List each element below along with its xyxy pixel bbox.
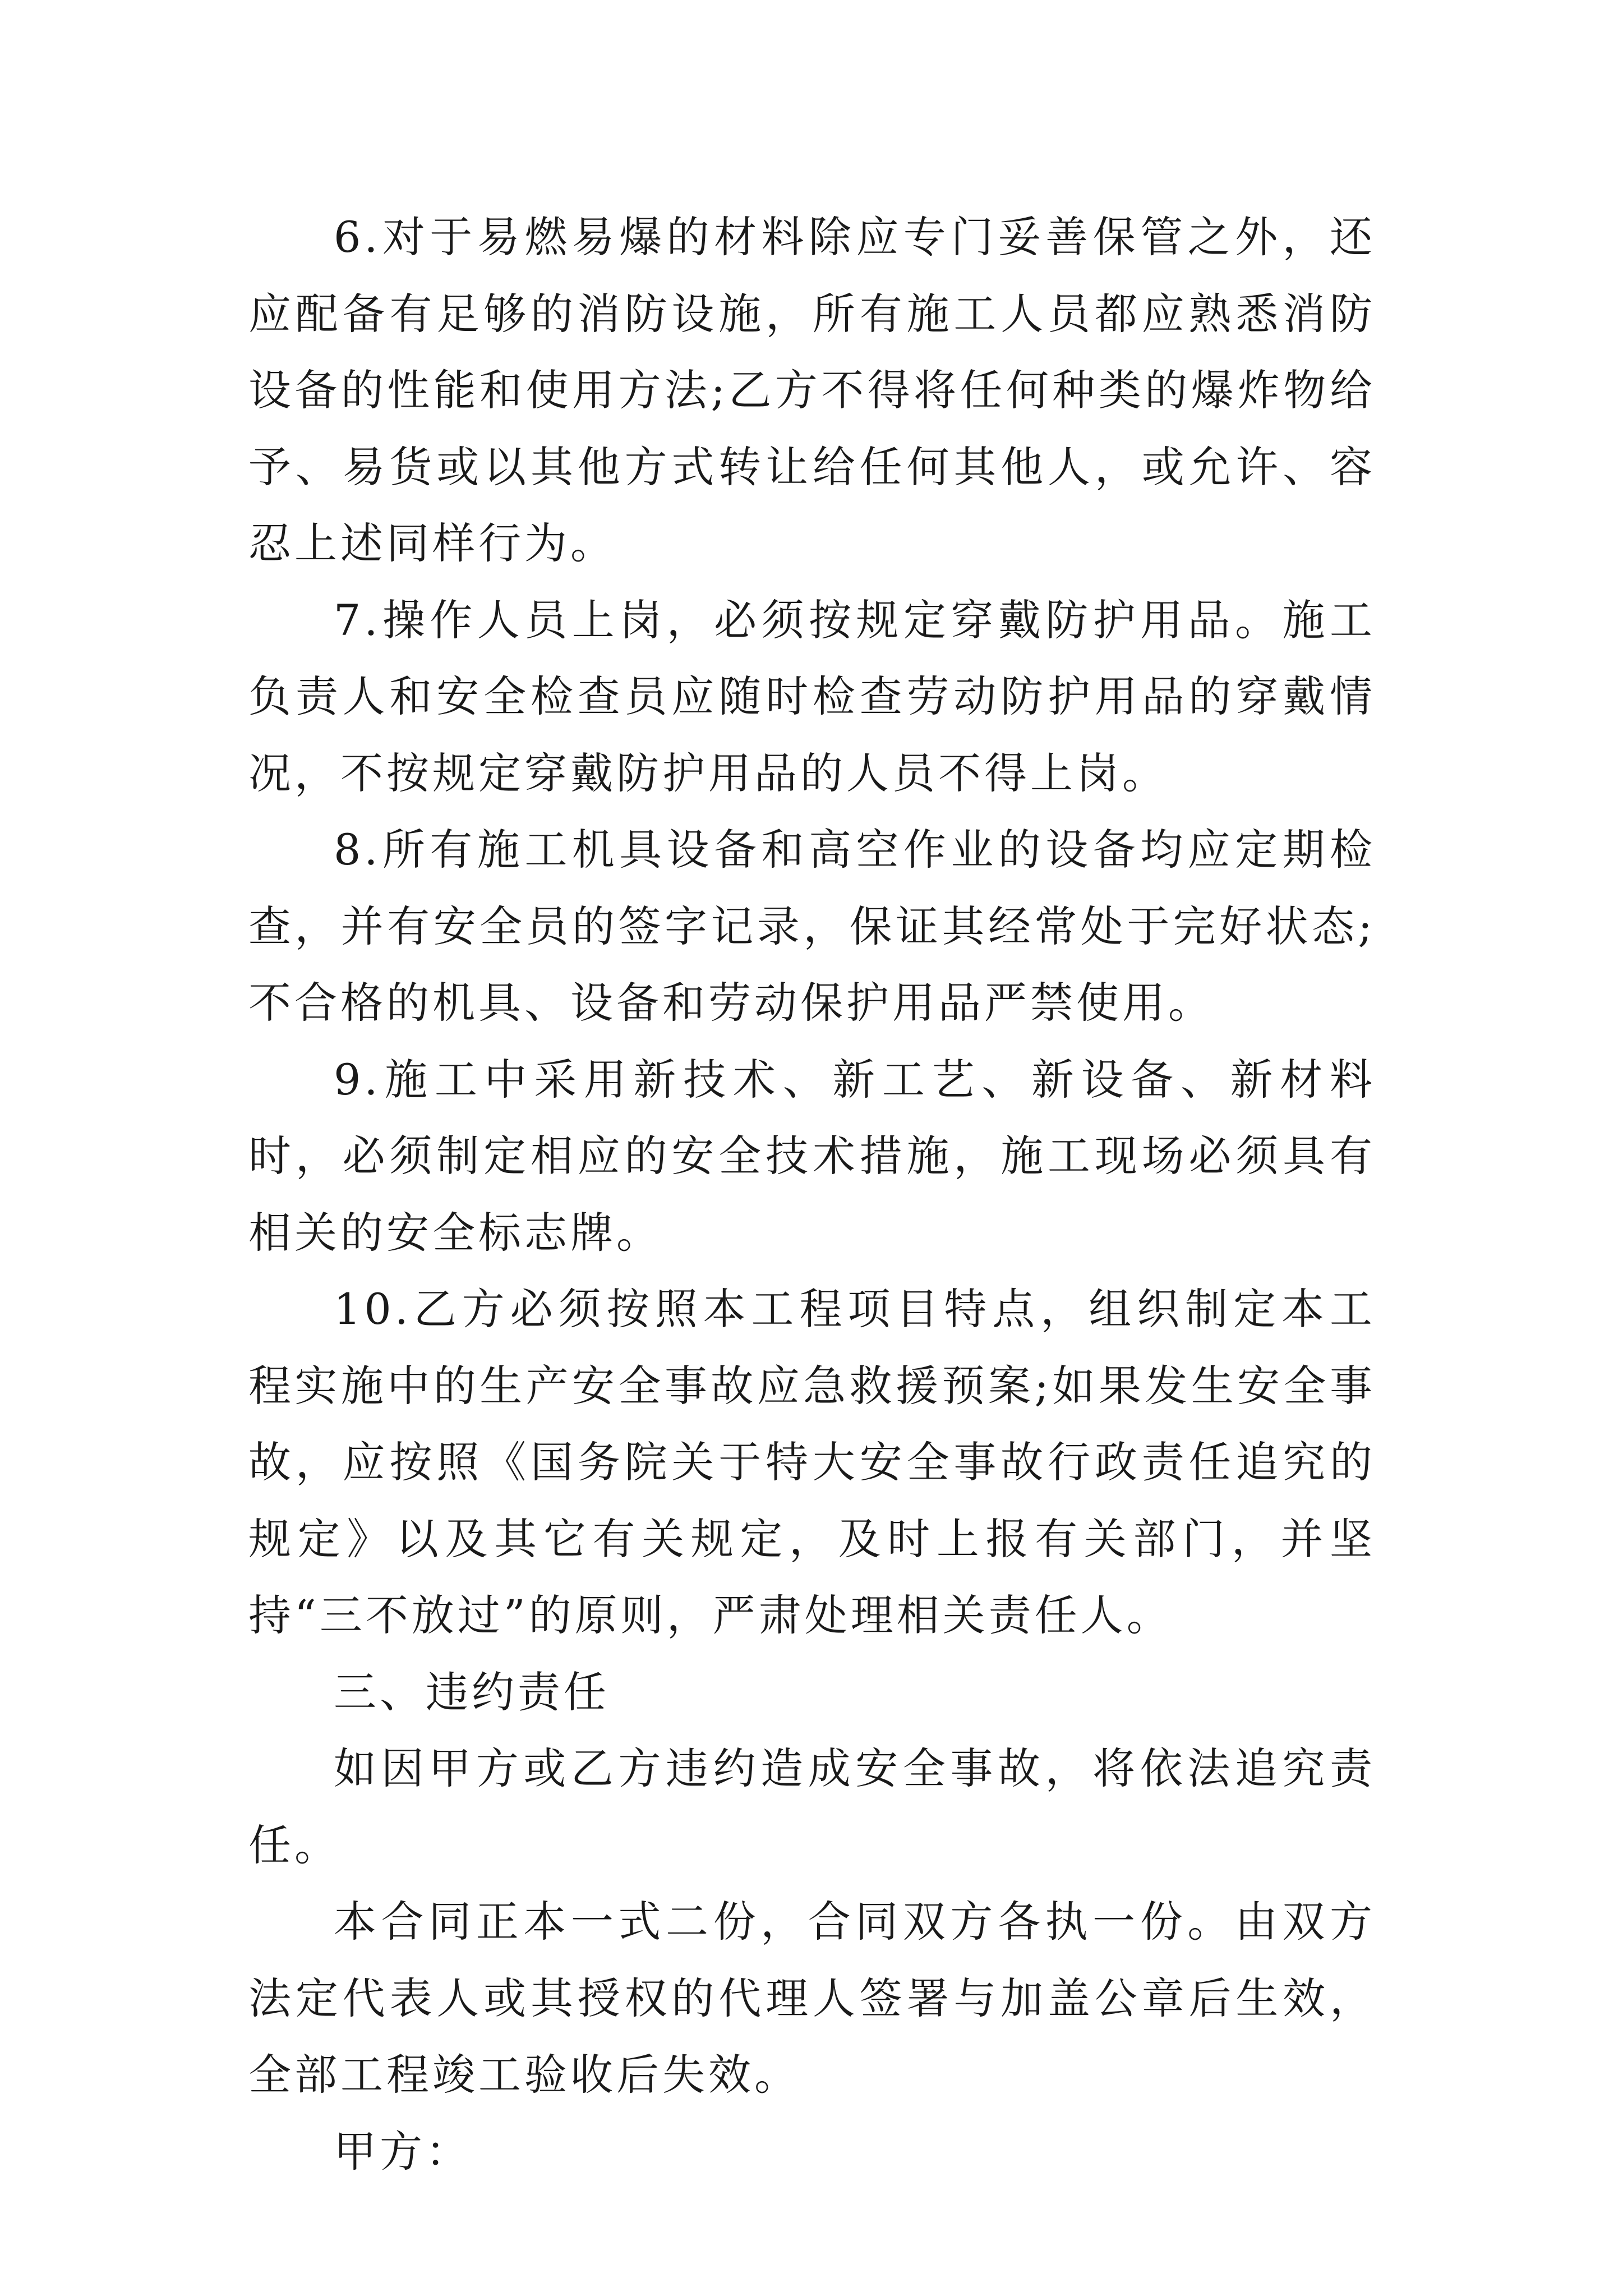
breach-liability-paragraph: 如因甲方或乙方违约造成安全事故，将依法追究责任。 — [248, 1743, 1376, 1870]
party-a-signature-label: 甲方： — [334, 2126, 472, 2177]
clause-8-paragraph: 8.所有施工机具设备和高空作业的设备均应定期检查，并有安全员的签字记录，保证其经常处于完好状态;不合格的机具、设备和劳动保护用品严禁使用。 — [248, 825, 1376, 1028]
clause-6-paragraph: 6.对于易燃易爆的材料除应专门妥善保管之外，还应配备有足够的消防设施，所有施工人员都应熟悉消防设备的性能和使用方法;乙方不得将任何种类的爆炸物给予、易货或以其他方式转让给任何其他人，或允许、容忍上述同样行为。 — [248, 212, 1376, 568]
contract-validity-paragraph: 本合同正本一式二份，合同双方各执一份。由双方法定代表人或其授权的代理人签署与加盖公章后生效，全部工程竣工验收后失效。 — [248, 1897, 1376, 2100]
section-heading-breach-liability: 三、违约责任 — [334, 1667, 610, 1717]
clause-9-paragraph: 9.施工中采用新技术、新工艺、新设备、新材料时，必须制定相应的安全技术措施，施工现场必须具有相关的安全标志牌。 — [248, 1054, 1376, 1258]
document-body — [248, 199, 1376, 2190]
clause-10-paragraph: 10.乙方必须按照本工程项目特点，组织制定本工程实施中的生产安全事故应急救援预案;如果发生安全事故，应按照《国务院关于特大安全事故行政责任追究的规定》以及其它有关规定，及时上报有关部门，并坚持“三不放过”的原则，严肃处理相关责任人。 — [248, 1284, 1376, 1640]
clause-7-paragraph: 7.操作人员上岗，必须按规定穿戴防护用品。施工负责人和安全检查员应随时检查劳动防护用品的穿戴情况，不按规定穿戴防护用品的人员不得上岗。 — [248, 595, 1376, 798]
